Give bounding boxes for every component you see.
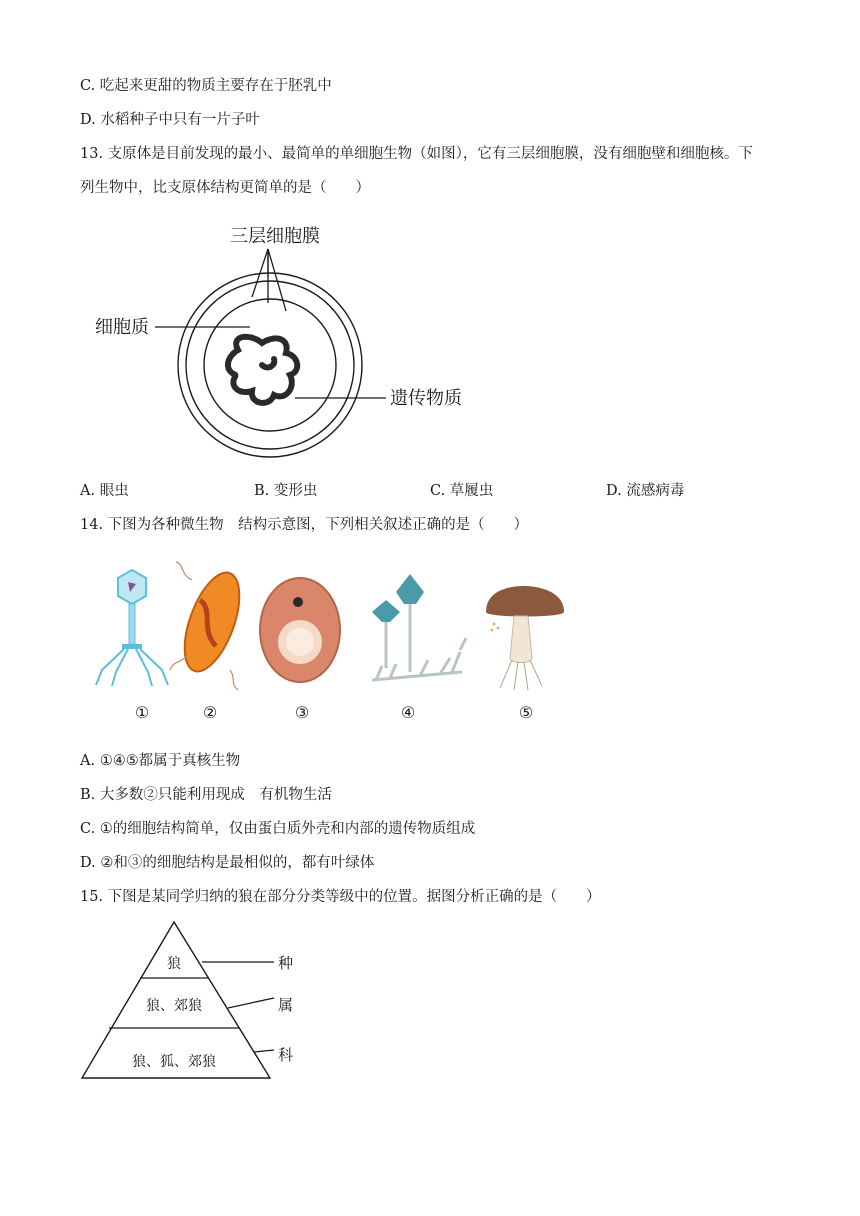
genetic-material-icon	[228, 337, 297, 403]
label-cytoplasm: 细胞质	[95, 317, 149, 338]
q12-option-c: C. 吃起来更甜的物质主要存在于胚乳中	[80, 78, 332, 94]
bacterium-icon	[170, 562, 250, 690]
q14-option-d[interactable]: D. ②和③的细胞结构是最相似的，都有叶绿体	[80, 855, 375, 871]
microbes-figure	[80, 560, 590, 730]
label-1: ①	[134, 703, 150, 722]
mycoplasma-diagram	[90, 215, 490, 465]
rank-species: 种	[278, 954, 294, 972]
pyramid-bottom-text: 狼、狐、郊狼	[132, 1054, 216, 1070]
q12-option-d: D. 水稻种子中只有一片子叶	[80, 112, 260, 128]
q14-option-a[interactable]: A. ①④⑤都属于真核生物	[80, 753, 241, 769]
q13-options	[80, 479, 780, 499]
q13-option-a[interactable]: A. 眼虫	[80, 483, 129, 499]
label-2: ②	[202, 703, 218, 722]
q13-option-b[interactable]: B. 变形虫	[254, 483, 318, 499]
mushroom-icon	[486, 586, 564, 690]
label-3: ③	[294, 703, 310, 722]
pyramid-top-text: 狼	[167, 956, 181, 972]
label-4: ④	[400, 703, 416, 722]
q13-option-d[interactable]: D. 流感病毒	[606, 483, 685, 499]
bacteriophage-icon	[96, 570, 168, 686]
q14-option-c[interactable]: C. ①的细胞结构简单，仅由蛋白质外壳和内部的遗传物质组成	[80, 821, 476, 837]
yeast-icon	[260, 578, 340, 682]
q14-stem: 14. 下图为各种微生物 结构示意图，下列相关叙述正确的是（ ）	[80, 517, 529, 533]
label-5: ⑤	[518, 703, 534, 722]
rank-genus: 属	[278, 996, 294, 1014]
rank-family: 科	[278, 1046, 294, 1064]
q13-option-c[interactable]: C. 草履虫	[430, 483, 494, 499]
classification-pyramid	[78, 920, 318, 1082]
q14-option-b[interactable]: B. 大多数②只能利用现成 有机物生活	[80, 787, 332, 803]
label-three-membranes: 三层细胞膜	[230, 226, 320, 247]
q13-stem-line2: 列生物中，比支原体结构更简单的是（ ）	[80, 180, 370, 196]
q13-stem-line1: 13. 支原体是目前发现的最小、最简单的单细胞生物（如图），它有三层细胞膜，没有细胞壁和细胞核。下	[80, 146, 753, 162]
q15-stem: 15. 下图是某同学归纳的狼在部分分类等级中的位置。据图分析正确的是（ ）	[80, 889, 601, 905]
mold-icon	[372, 574, 466, 680]
label-genetic-material: 遗传物质	[390, 388, 462, 409]
pyramid-middle-text: 狼、郊狼	[146, 998, 202, 1014]
